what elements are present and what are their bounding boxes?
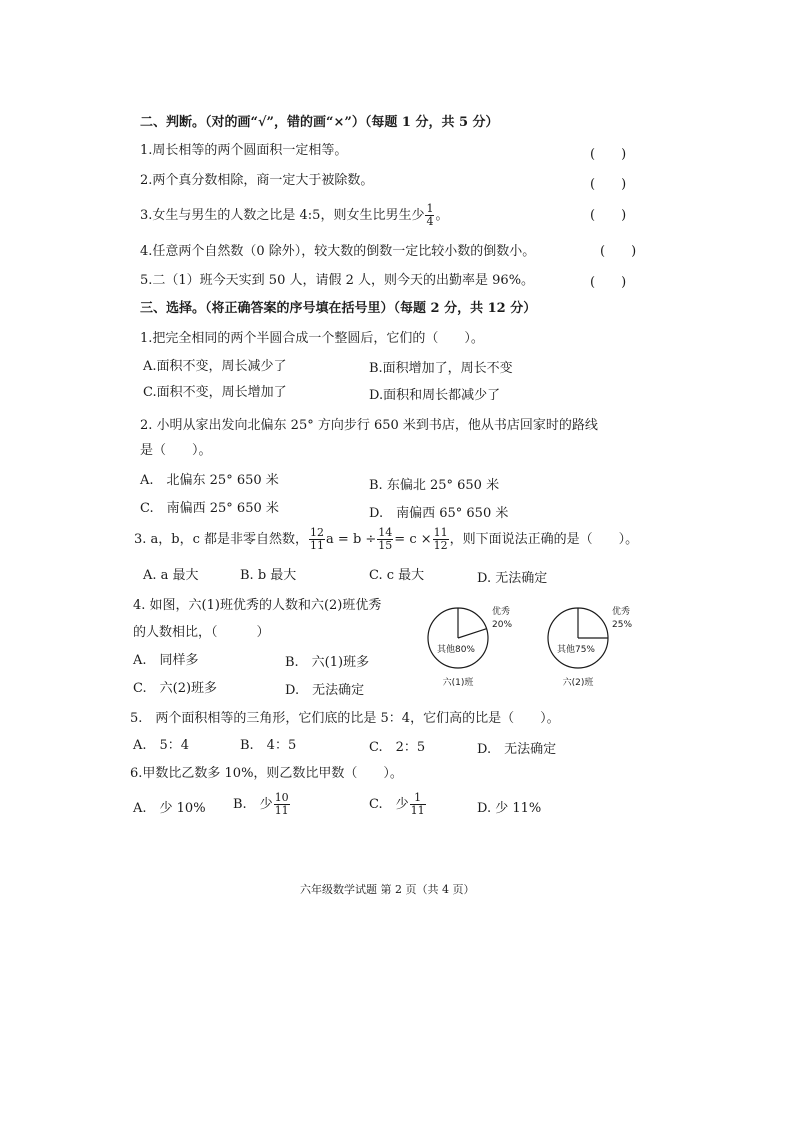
- fraction-denominator: 11: [274, 804, 289, 817]
- answer-paren: ( ): [590, 275, 627, 290]
- answer-paren: ( ): [590, 147, 627, 162]
- q1-stem: 1.把完全相同的两个半圆合成一个整圆后，它们的（ ）。: [140, 331, 484, 346]
- q4-stem-line2: 的人数相比，（ ）: [133, 625, 270, 640]
- judge-item-3-text: 3.女生与男生的人数之比是 4:5，则女生比男生少: [140, 208, 425, 223]
- fraction: [309, 527, 325, 552]
- judge-item-3-tail: 。: [435, 208, 449, 223]
- q4-option-a: A. 同样多: [133, 653, 199, 668]
- q1-option-d: D.面积和周长都减少了: [369, 388, 501, 403]
- q6-option-b-label: B. 少: [233, 797, 273, 812]
- answer-paren: ( ): [590, 208, 627, 223]
- q4-option-d: D. 无法确定: [285, 683, 365, 698]
- q1-option-b: B.面积增加了，周长不变: [369, 361, 513, 376]
- q2-option-a: A. 北偏东 25° 650 米: [140, 473, 279, 488]
- q1-option-a: A.面积不变，周长减少了: [143, 359, 287, 374]
- fraction: [274, 792, 290, 817]
- fraction-denominator: 12: [433, 539, 448, 552]
- q3-option-b: B. b 最大: [240, 568, 297, 583]
- q3-tail: ，则下面说法正确的是（ ）。: [449, 532, 639, 547]
- judge-item-1: 1.周长相等的两个圆面积一定相等。: [140, 143, 348, 158]
- q3-stem: [134, 527, 638, 552]
- q3-option-a: A. a 最大: [143, 568, 199, 583]
- q3-option-c: C. c 最大: [369, 568, 425, 583]
- fraction-numerator: 14: [378, 526, 393, 539]
- q6-option-d: D. 少 11%: [477, 801, 542, 816]
- q6-option-b: [233, 792, 291, 817]
- q3-part1: a = b ÷: [326, 532, 377, 547]
- q4-stem-line1: 4. 如图，六(1)班优秀的人数和六(2)班优秀: [133, 598, 382, 613]
- pie-slice-label: 其他75%: [556, 645, 596, 655]
- pie-slice-value: 25%: [612, 620, 633, 630]
- answer-paren: ( ): [590, 177, 627, 192]
- section3-title: 三、选择。（将正确答案的序号填在括号里）（每题 2 分，共 12 分）: [140, 301, 537, 316]
- page-footer: 六年级数学试题 第 2 页（共 4 页）: [300, 883, 475, 896]
- q1-option-c: C.面积不变，周长增加了: [143, 385, 287, 400]
- q3-option-d: D. 无法确定: [477, 571, 548, 586]
- fraction-denominator: 15: [378, 539, 393, 552]
- pie-slice-label: 优秀: [492, 607, 511, 617]
- q5-option-c: C. 2：5: [369, 740, 426, 755]
- q6-stem: 6.甲数比乙数多 10%，则乙数比甲数（ ）。: [130, 766, 403, 781]
- fraction: [410, 792, 426, 817]
- q6-option-c: [369, 792, 427, 817]
- q3-lead: 3. a，b，c 都是非零自然数，: [134, 532, 309, 547]
- q2-option-c: C. 南偏西 25° 650 米: [140, 501, 279, 516]
- pie-slice-label: 优秀: [612, 607, 631, 617]
- pie-slice-value: 20%: [492, 620, 513, 630]
- pie-chart-class-2: [540, 600, 650, 695]
- fraction-numerator: 1: [410, 792, 426, 805]
- q5-stem: 5. 两个面积相等的三角形，它们底的比是 5：4，它们高的比是（ ）。: [130, 711, 560, 726]
- q2-option-d: D. 南偏西 65° 650 米: [369, 506, 509, 521]
- q4-option-c: C. 六(2)班多: [133, 681, 218, 696]
- pie-chart-class-1: [420, 600, 530, 695]
- pie-slice-boundary: [458, 629, 487, 638]
- fraction-denominator: 4: [426, 215, 434, 228]
- pie-title: 六(1)班: [442, 678, 474, 688]
- pie-title: 六(2)班: [562, 678, 594, 688]
- fraction: [377, 527, 393, 552]
- fraction-numerator: 11: [433, 526, 448, 539]
- q5-option-d: D. 无法确定: [477, 742, 557, 757]
- q2-stem-line2: 是（ ）。: [140, 443, 212, 458]
- fraction-numerator: 10: [274, 791, 289, 804]
- judge-item-3: [140, 203, 448, 228]
- q6-option-a: A. 少 10%: [133, 801, 206, 816]
- q2-stem-line1: 2. 小明从家出发向北偏东 25° 方向步行 650 米到书店，他从书店回家时的路线: [140, 418, 598, 433]
- q4-option-b: B. 六(1)班多: [285, 655, 370, 670]
- answer-paren: ( ): [600, 244, 637, 259]
- pie-slice-label: 其他80%: [436, 645, 476, 655]
- fraction: [433, 527, 449, 552]
- q3-part2: = c ×: [394, 532, 432, 547]
- fraction-numerator: 1: [426, 202, 434, 215]
- fraction-denominator: 11: [410, 804, 425, 817]
- q2-option-b: B. 东偏北 25° 650 米: [369, 478, 500, 493]
- q5-option-a: A. 5：4: [133, 738, 190, 753]
- fraction: [425, 203, 434, 228]
- judge-item-5: 5.二（1）班今天实到 50 人，请假 2 人，则今天的出勤率是 96%。: [140, 273, 535, 288]
- q6-option-c-label: C. 少: [369, 797, 409, 812]
- q5-option-b: B. 4：5: [240, 738, 297, 753]
- judge-item-4: 4.任意两个自然数（0 除外），较大数的倒数一定比较小数的倒数小。: [140, 244, 536, 259]
- judge-item-2: 2.两个真分数相除，商一定大于被除数。: [140, 173, 374, 188]
- fraction-denominator: 11: [310, 539, 325, 552]
- fraction-numerator: 12: [310, 526, 325, 539]
- section2-title: 二、判断。（对的画“√”，错的画“×”）（每题 1 分，共 5 分）: [140, 115, 499, 130]
